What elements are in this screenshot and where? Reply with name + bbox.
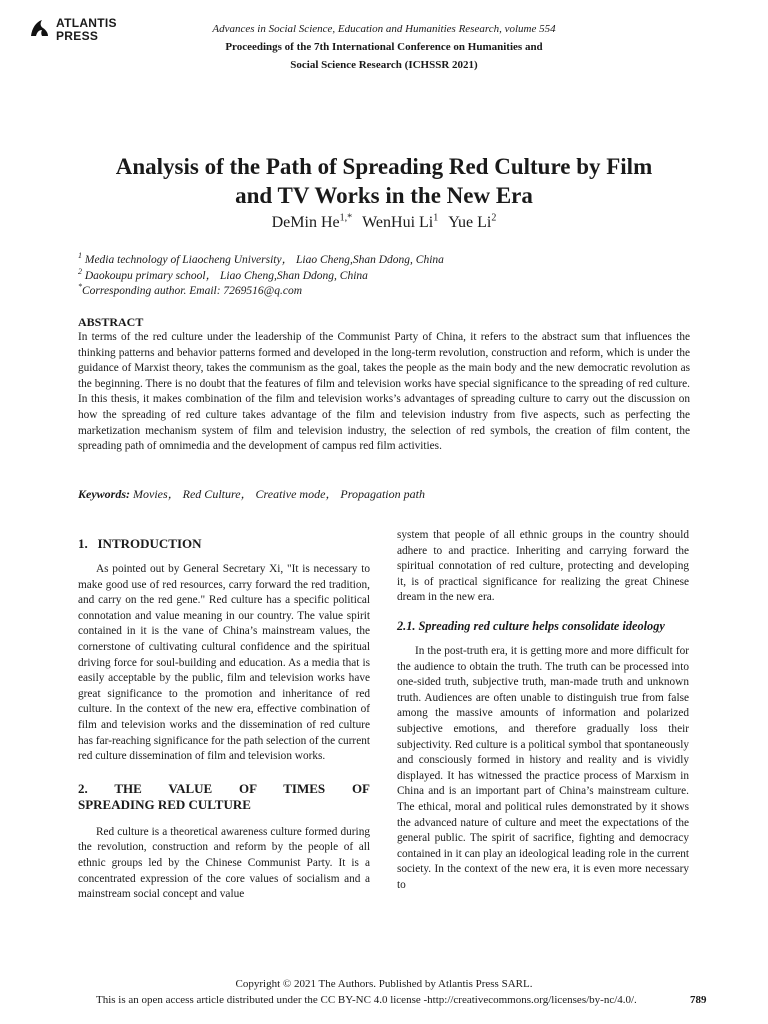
proceedings-header-line2: Social Science Research (ICHSSR 2021) [290,59,478,71]
affiliation-mark: 1 [78,251,82,261]
section2-paragraph: Red culture is a theoretical awareness culture formed during the revolution, construction and reform by the people of all ethnic groups led by the Chinese Communist Party. It is a concentrated expression of the core values of socialism and a mainstream social concept and value [78,825,370,901]
paper-title-line1: Analysis of the Path of Spreading Red Culture by Film [115,154,653,179]
affiliation-text: Media technology of Liaocheng University， Liao Cheng,Shan Ddong, China [82,254,444,266]
section-heading-line2: SPREADING RED CULTURE [78,796,251,812]
section-heading-line1: 2. THE VALUE OF TIMES OF [78,780,370,796]
paper-title-line2: and TV Works in the New Era [235,183,533,208]
logo-text-atlantis: ATLANTIS [56,16,117,30]
author-name: WenHui Li [362,214,434,231]
abstract-heading: ABSTRACT [78,315,144,329]
author-affiliation-mark: 1,* [339,212,353,224]
corresponding-author-text: Corresponding author. Email: 7269516@q.com [82,285,303,297]
left-column [78,532,370,903]
author-name: Yue Li [448,214,492,231]
paper-title [60,152,708,210]
copyright-notice: Copyright © 2021 The Authors. Published by Atlantis Press SARL. [235,978,533,990]
subsection-paragraph: In the post-truth era, it is getting more and more difficult for the audience to obtain the truth. The truth can be processed into one-sided truth, subjective truth, man-made truth and unknown truth. Audiences are often unable to distinguish true from false among the massive amounts of information and polarized subjective emotions, and therefore gradually loss their subjectivity. Red culture is a political symbol that spontaneously and consciously formed in history and reality and is vividly displayed. It has witnessed the practice process of Marxism in China and is an important part of China’s mainstream culture. The ethical, moral and political rules demonstrated by it shows the advanced nature of culture and meet the expectations of the general public. The spirit of sacrifice, fighting and democracy contained in it can play an ideological leading role in the current society. In the context of the new era, it is even more necessary to [397,644,689,891]
section2-paragraph-continued: system that people of all ethnic groups in the country should adhere to and practice. Inheriting and carrying forward the spiritual connotation of red culture, protecting and developing it, is of practical significance for realizing the great Chinese dream in the new era. [397,529,689,604]
keywords-text: Movies， Red Culture， Creative mode， Propagation path [130,487,425,501]
author-affiliation-mark: 1 [433,212,439,224]
affiliation [78,269,698,283]
keywords-label: Keywords: [78,487,130,501]
affiliation-text: Daokoupu primary school， Liao Cheng,Shan Ddong, China [82,270,368,282]
introduction-paragraph: As pointed out by General Secretary Xi, "It is necessary to make good use of red resources, carry forward the red tradition, and carry on the red gene." Red culture has a specific political connotation and value meaning in our country. The value spirit contained in it is the vane of China’s mainstream values, the cornerstone of cultivating cultural confidence and the spiritual driving force for soul-building and education. As a media that is easily acceptable by the public, film and television works have great significance to the promotion and inheritance of red culture. In the context of the new era, effective combination of film and television works and the dissemination of red culture has far-reaching significance for the path selection of the current red culture dissemination of film and television works. [78,563,370,763]
subsection-heading-consolidate-ideology: 2.1. Spreading red culture helps consolidate ideology [397,618,665,633]
abstract-body: In terms of the red culture under the leadership of the Communist Party of China, it refers to the abstract sum that influences the thinking patterns and behavior patterns formed and developed in the long-term revolution, construction and reform, which is under the guidance of Marxist theory, takes the communism as the goal, takes the people as the main body and the new democratic revolution as the beginning. There is no doubt that the features of film and television works have special significance to the spreading of red culture. In this thesis, it makes combination of the film and television works’s advantages of spreading culture to carry out the discussion on how the spreading of red culture takes advantage of the film and television industry from five aspects, such as perfecting the marketization mechanism system of film and television industry, the selection of red symbols, the creation of film content, the spreading path of omnimedia and the development of campus red film activities. [78,331,690,453]
logo-text-press: PRESS [56,29,99,43]
author-name: DeMin He [271,214,340,231]
proceedings-header-line1: Proceedings of the 7th International Conference on Humanities and [225,41,543,53]
page-number: 789 [690,994,707,1006]
corresponding-author [78,284,698,298]
atlantis-press-logo [28,16,128,46]
author-list [60,213,708,233]
affiliation [78,253,698,267]
atlantis-logo-icon [28,16,52,40]
section-heading-value-of-times [78,781,370,813]
affiliation-mark: 2 [78,267,82,277]
journal-header: Advances in Social Science, Education and Humanities Research, volume 554 [212,23,556,35]
affiliation-mark: * [78,282,82,292]
author-affiliation-mark: 2 [491,212,497,224]
section-heading-introduction: 1. INTRODUCTION [78,536,202,551]
keywords [78,487,425,502]
license-notice: This is an open access article distributed under the CC BY-NC 4.0 license -http://creativecommons.org/licenses/by-nc/4.0/. [96,994,637,1006]
right-column [397,528,689,893]
